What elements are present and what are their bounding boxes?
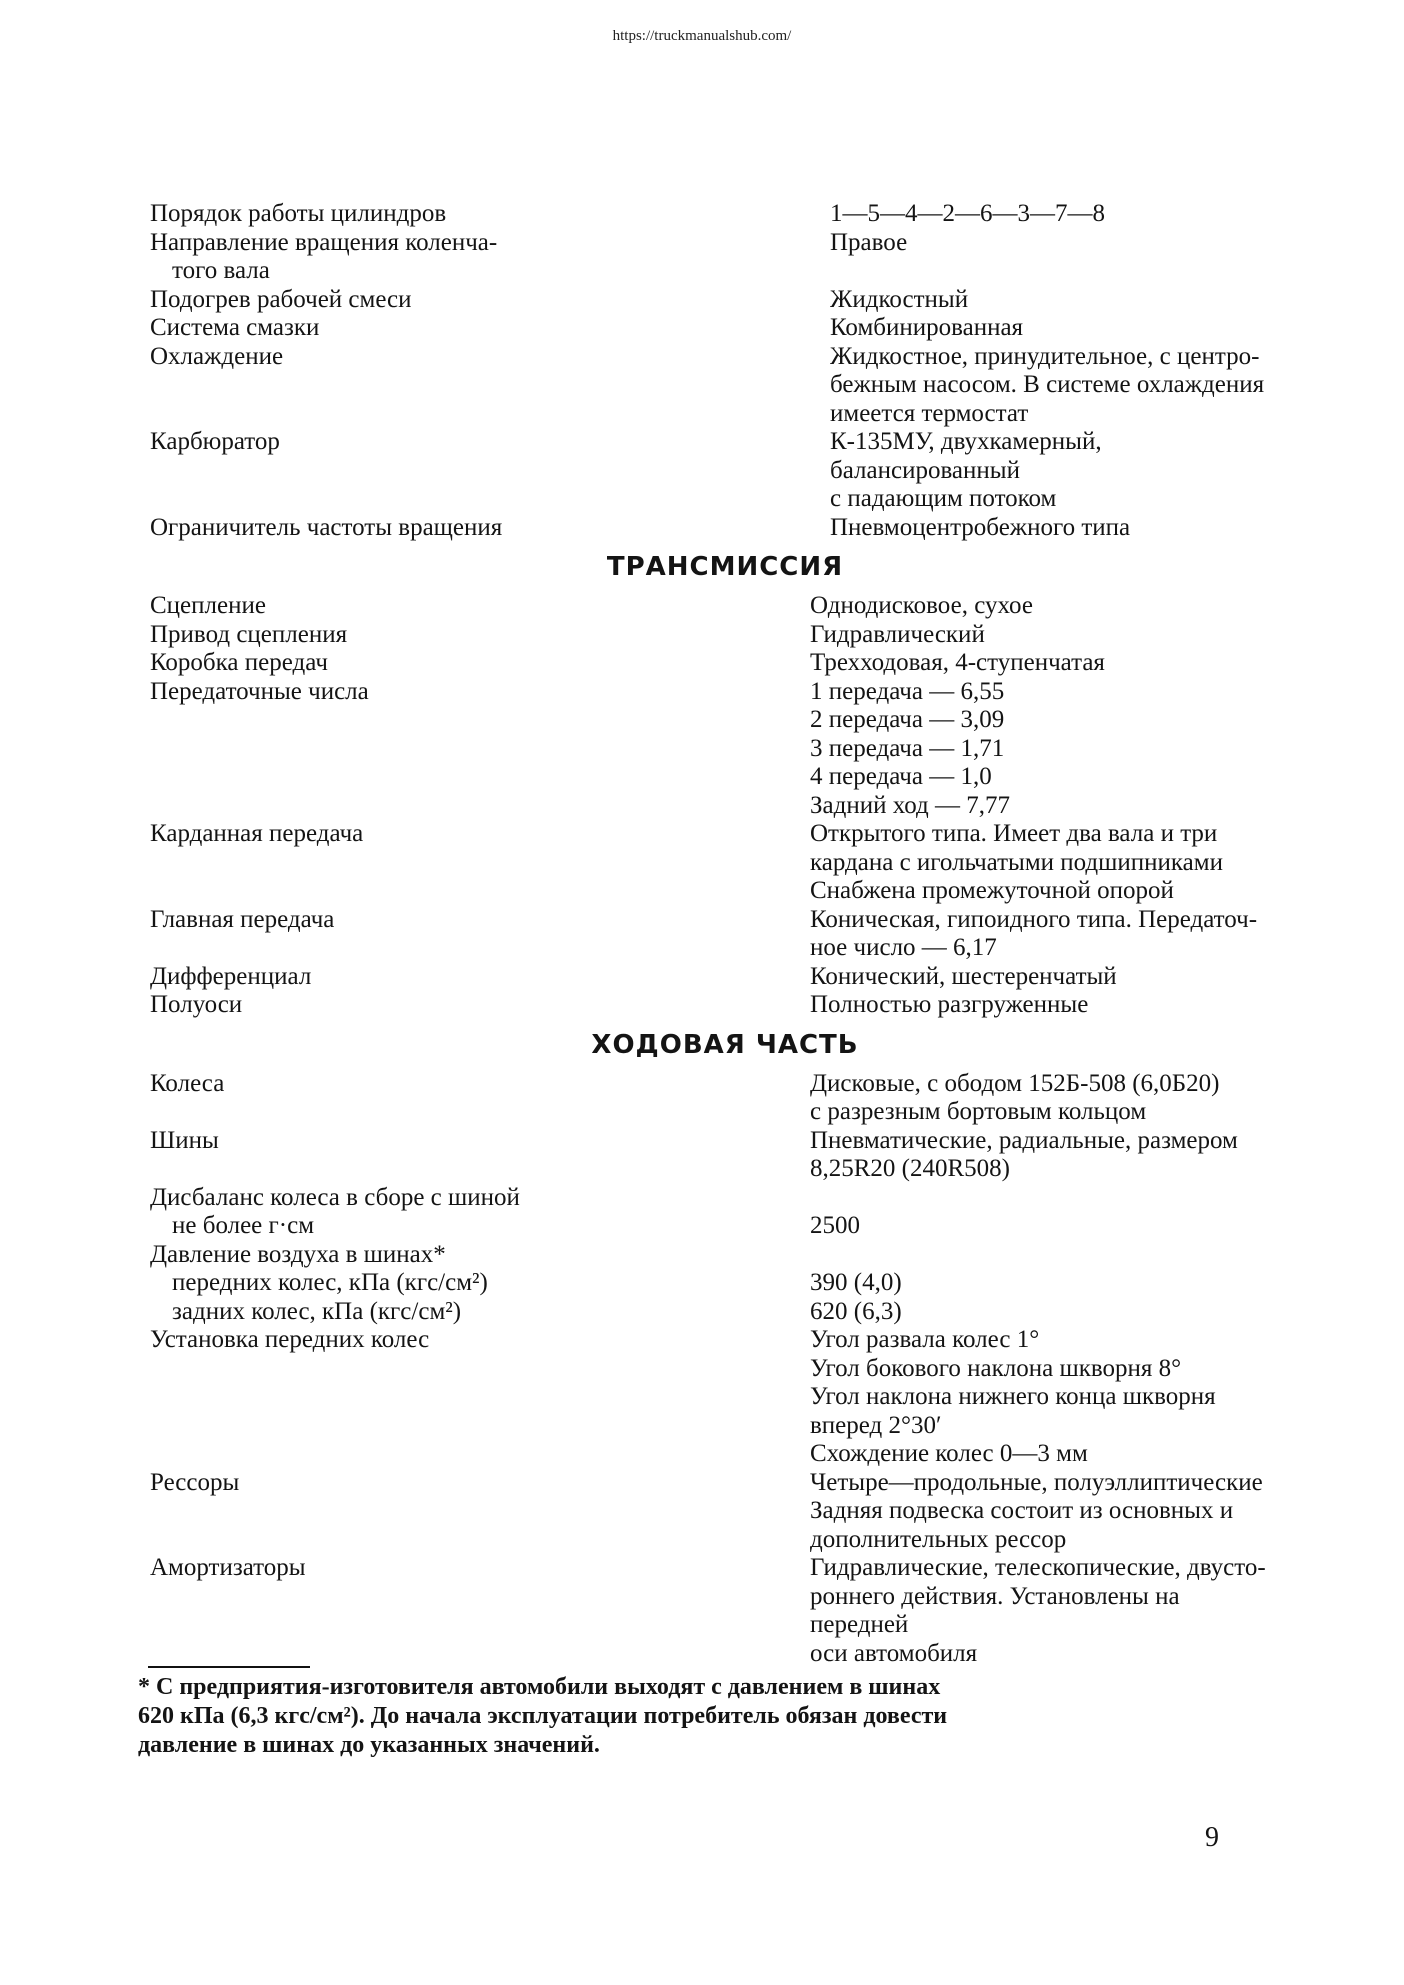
- spec-value: [670, 1070, 1280, 1127]
- spec-value-line: [810, 1241, 1280, 1270]
- spec-value-line: Схождение колес 0—3 мм: [810, 1440, 1088, 1467]
- spec-label: [150, 1554, 670, 1583]
- spec-value: [670, 1184, 1280, 1241]
- spec-value-line: с разрезным бортовым кольцом: [810, 1098, 1147, 1125]
- spec-label-line: Сцепление: [150, 592, 266, 619]
- spec-value-line: Задняя подвеска состоит из основных и: [810, 1497, 1234, 1524]
- spec-value: [670, 314, 1280, 343]
- spec-label: [150, 1241, 670, 1327]
- spec-label-line: Коробка передач: [150, 649, 328, 676]
- spec-row: [150, 1469, 1280, 1555]
- spec-label-line: Направление вращения коленча-: [150, 228, 498, 256]
- spec-label-line: Ограничитель частоты вращения: [150, 513, 503, 541]
- spec-value-line: Правое: [830, 228, 908, 256]
- spec-row: [150, 1326, 1280, 1469]
- spec-label: [150, 200, 670, 229]
- spec-value: [670, 514, 1280, 543]
- spec-row: [150, 428, 1280, 514]
- engine-specs: [150, 200, 1280, 542]
- spec-label-line: Охлаждение: [150, 342, 284, 370]
- spec-row: [150, 314, 1280, 343]
- spec-label: [150, 906, 670, 935]
- spec-row: [150, 592, 1280, 621]
- footnote-line: * С предприятия-изготовителя автомобили выходят с давлением в шинах: [138, 1674, 941, 1700]
- spec-label-line: Давление воздуха в шинах*: [150, 1240, 446, 1268]
- spec-label: [150, 343, 670, 372]
- spec-label: [150, 428, 670, 457]
- transmission-specs: [150, 592, 1280, 1020]
- spec-value: [670, 592, 1280, 621]
- spec-value: [670, 1326, 1280, 1469]
- spec-value: [670, 963, 1280, 992]
- spec-value: [670, 286, 1280, 315]
- spec-row: [150, 343, 1280, 429]
- spec-row: [150, 514, 1280, 543]
- spec-value: [670, 906, 1280, 963]
- spec-value-line: кардана с игольчатыми подшипниками: [810, 848, 1223, 876]
- spec-value-line: оси автомобиля: [810, 1639, 978, 1667]
- spec-value-line: Коническая, гипоидного типа. Передаточ-: [810, 905, 1258, 933]
- spec-value-line: 620 (6,3): [810, 1297, 902, 1325]
- spec-value-line: бежным насосом. В системе охлаждения: [830, 371, 1265, 398]
- spec-value-line: 2 передача — 3,09: [810, 706, 1005, 733]
- spec-label: [150, 678, 670, 707]
- spec-value-line: К-135МУ, двухкамерный, балансированный: [830, 428, 1102, 484]
- spec-value: [670, 1469, 1280, 1555]
- spec-label: [150, 286, 670, 315]
- spec-value-line: 4 передача — 1,0: [810, 763, 992, 790]
- spec-row: [150, 906, 1280, 963]
- spec-label: [150, 592, 670, 621]
- spec-label-line: Карбюратор: [150, 428, 280, 455]
- spec-row: [150, 1554, 1280, 1668]
- spec-value-line: Жидкостное, принудительное, с центро-: [830, 342, 1260, 370]
- spec-value: [670, 621, 1280, 650]
- spec-value-line: Задний ход — 7,77: [810, 791, 1011, 819]
- spec-value-line: Полностью разгруженные: [810, 991, 1089, 1018]
- spec-value-line: 390 (4,0): [810, 1269, 902, 1296]
- spec-label-line: Амортизаторы: [150, 1554, 306, 1581]
- spec-value: [670, 200, 1280, 229]
- spec-label-line: Подогрев рабочей смеси: [150, 285, 412, 313]
- spec-row: [150, 1127, 1280, 1184]
- spec-value-line: Угол наклона нижнего конца шкворня: [810, 1383, 1216, 1410]
- spec-label: [150, 1070, 670, 1099]
- spec-label-line: Карданная передача: [150, 820, 364, 847]
- spec-value-line: имеется термостат: [830, 399, 1029, 427]
- page-number: 9: [1205, 1822, 1219, 1853]
- spec-value-line: Жидкостный: [830, 285, 969, 313]
- spec-value: [670, 649, 1280, 678]
- spec-value-line: [810, 1184, 1280, 1213]
- spec-row: [150, 678, 1280, 821]
- spec-value-line: Трехходовая, 4-ступенчатая: [810, 649, 1105, 676]
- spec-label: [150, 314, 670, 343]
- spec-row: [150, 200, 1280, 229]
- spec-label: [150, 963, 670, 992]
- spec-row: [150, 286, 1280, 315]
- spec-value: [670, 1241, 1280, 1327]
- spec-row: [150, 1184, 1280, 1241]
- spec-value-line: 1—5—4—2—6—3—7—8: [830, 200, 1105, 227]
- footnote-line: давление в шинах до указанных значений.: [138, 1732, 600, 1758]
- spec-content: [150, 200, 1280, 1668]
- spec-label-line: передних колес, кПа (кгс/см²): [172, 1269, 488, 1296]
- spec-row: [150, 820, 1280, 906]
- spec-label-line: Дифференциал: [150, 962, 312, 990]
- spec-value-line: Четыре—продольные, полуэллиптические: [810, 1468, 1263, 1496]
- spec-row: [150, 963, 1280, 992]
- spec-value-line: Комбинированная: [830, 314, 1024, 341]
- spec-label-line: Привод сцепления: [150, 620, 348, 648]
- spec-label-line: Полуоси: [150, 991, 243, 1018]
- spec-value: [670, 343, 1280, 429]
- spec-value: [670, 678, 1280, 821]
- spec-row: [150, 1241, 1280, 1327]
- spec-label-line: Передаточные числа: [150, 677, 369, 705]
- spec-row: [150, 229, 1280, 286]
- spec-value: [670, 1127, 1280, 1184]
- spec-label-line: того вала: [172, 257, 270, 284]
- spec-value: [670, 229, 1280, 258]
- source-url: https://truckmanualshub.com/: [612, 28, 792, 44]
- spec-value-line: Однодисковое, сухое: [810, 592, 1033, 619]
- spec-value-line: Пневмоцентробежного типа: [830, 513, 1131, 541]
- spec-value-line: Конический, шестеренчатый: [810, 962, 1117, 990]
- spec-label: [150, 820, 670, 849]
- spec-value-line: Снабжена промежуточной опорой: [810, 877, 1174, 904]
- spec-label-line: Колеса: [150, 1069, 225, 1097]
- spec-label-line: Шины: [150, 1126, 219, 1154]
- spec-label-line: Порядок работы цилиндров: [150, 200, 447, 227]
- spec-label-line: Дисбаланс колеса в сборе с шиной: [150, 1183, 520, 1211]
- spec-label: [150, 514, 670, 543]
- spec-value: [670, 428, 1280, 514]
- spec-value-line: Открытого типа. Имеет два вала и три: [810, 820, 1218, 847]
- spec-value-line: Угол развала колес 1°: [810, 1326, 1040, 1353]
- spec-label: [150, 1184, 670, 1241]
- spec-label-line: Система смазки: [150, 314, 320, 341]
- spec-row: [150, 991, 1280, 1020]
- spec-value-line: вперед 2°30′: [810, 1411, 942, 1439]
- spec-value-line: Угол бокового наклона шкворня 8°: [810, 1354, 1182, 1382]
- spec-value-line: 1 передача — 6,55: [810, 677, 1005, 705]
- spec-value-line: ное число — 6,17: [810, 934, 997, 961]
- spec-label: [150, 1469, 670, 1498]
- spec-label: [150, 621, 670, 650]
- spec-value: [670, 1554, 1280, 1668]
- spec-value-line: 2500: [810, 1212, 860, 1239]
- spec-value: [670, 991, 1280, 1020]
- section-title-transmission: ТРАНСМИССИЯ: [606, 552, 844, 582]
- spec-label-line: задних колес, кПа (кгс/см²): [172, 1297, 462, 1325]
- spec-value-line: дополнительных рессор: [810, 1525, 1067, 1553]
- spec-value-line: Гидравлические, телескопические, двусто-: [810, 1554, 1266, 1581]
- spec-row: [150, 1070, 1280, 1127]
- footnote-divider: [148, 1666, 310, 1668]
- spec-value: [670, 820, 1280, 906]
- spec-label-line: Рессоры: [150, 1468, 240, 1496]
- spec-value-line: роннего действия. Установлены на передней: [810, 1582, 1180, 1638]
- spec-value-line: с падающим потоком: [830, 485, 1057, 512]
- spec-label: [150, 649, 670, 678]
- footnote-line: 620 кПа (6,3 кгс/см²). До начала эксплуатации потребитель обязан довести: [138, 1703, 948, 1729]
- spec-label-line: Установка передних колес: [150, 1326, 430, 1353]
- spec-label-line: не более г·см: [172, 1212, 315, 1239]
- spec-row: [150, 649, 1280, 678]
- spec-row: [150, 621, 1280, 650]
- spec-value-line: Дисковые, с ободом 152Б-508 (6,0Б20): [810, 1069, 1220, 1097]
- spec-label: [150, 1326, 670, 1355]
- chassis-specs: [150, 1070, 1280, 1669]
- spec-value-line: 3 передача — 1,71: [810, 734, 1005, 762]
- spec-label: [150, 1127, 670, 1156]
- spec-label: [150, 229, 670, 286]
- spec-label-line: Главная передача: [150, 905, 335, 933]
- spec-value-line: 8,25R20 (240R508): [810, 1155, 1010, 1182]
- spec-value-line: Пневматические, радиальные, размером: [810, 1126, 1238, 1154]
- spec-value-line: Гидравлический: [810, 620, 985, 648]
- section-title-chassis: ХОДОВАЯ ЧАСТЬ: [591, 1029, 859, 1060]
- footnote: [138, 1673, 1278, 1760]
- spec-label: [150, 991, 670, 1020]
